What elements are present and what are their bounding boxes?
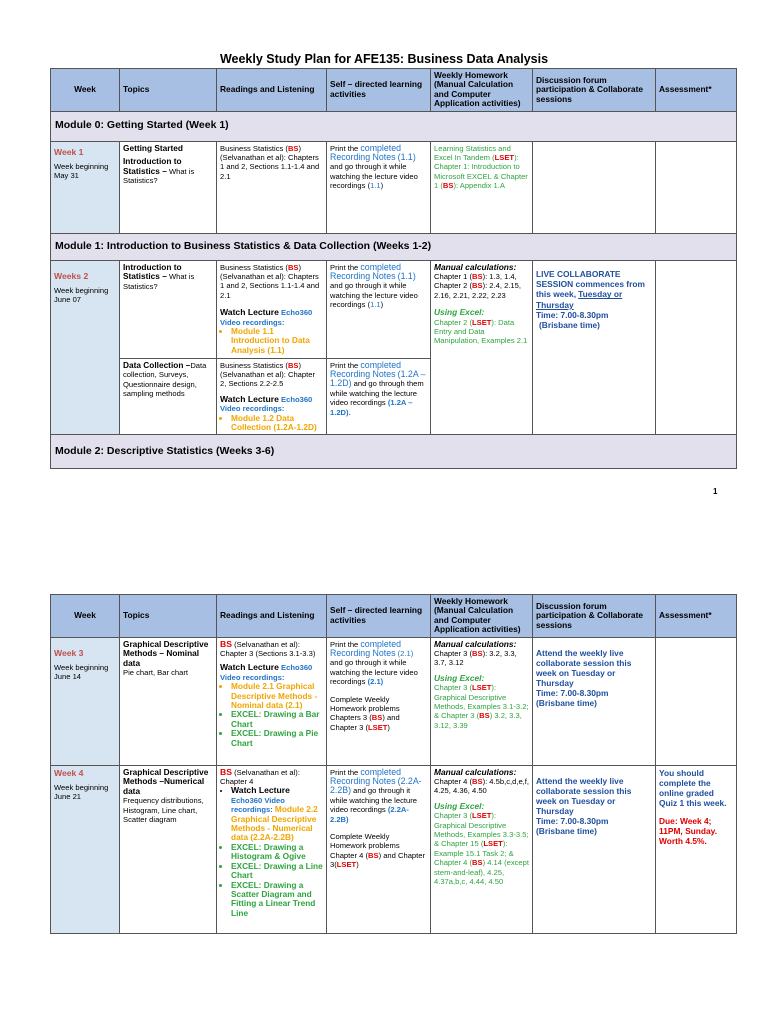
week-date: June 07 — [54, 295, 82, 305]
header-homework: Weekly Homework (Manual Calculation and Computer Application activities) — [431, 595, 533, 638]
bs-tag: BS — [287, 360, 299, 370]
quiz-note: You should complete the online graded Quiz 1 this week. — [659, 767, 727, 808]
session-timezone: (Brisbane time) — [536, 697, 597, 708]
self-text: Print the — [330, 262, 359, 272]
topics-cell — [120, 141, 217, 233]
module-1-2-link[interactable]: • Module 1.2 Data Collection (1.2A-1.2D) — [231, 414, 323, 433]
self-directed-cell — [327, 637, 431, 765]
bs-tag: BS — [287, 262, 299, 272]
header-topics: Topics — [120, 69, 217, 112]
session-time: Time: 7.00-8.30pm — [536, 687, 609, 698]
header-discussion: Discussion forum participation & Collaborate sessions — [533, 69, 656, 112]
assessment-cell — [656, 141, 737, 233]
self-text: ) and Chapter 3( — [330, 850, 425, 870]
bs-tag: BS — [472, 281, 483, 291]
recording-notes-number: (1.2A – 1.2D) — [330, 369, 426, 389]
week-date: May 31 — [54, 171, 79, 181]
homework-text: Chapter 4 ( — [434, 858, 472, 868]
week-cell — [51, 637, 120, 765]
homework-text: ): Chapter 1: Introduction to Microsoft EXCEL & Chapter 1 ( — [434, 153, 528, 191]
module-2-heading: Module 2: Descriptive Statistics (Weeks 3-6) — [51, 435, 737, 469]
bs-tag: BS — [442, 181, 454, 191]
homework-text: ): 2.4, 2.15, 2.16, 2.21, 2.22, 2.23 — [434, 281, 521, 300]
homework-text: Chapter 3 ( — [434, 683, 472, 693]
homework-text: ): 1.3, 1.4, — [482, 272, 517, 282]
self-text: ) — [380, 181, 384, 191]
reading-text: Business Statistics ( — [220, 360, 288, 370]
lset-tag: LSET — [472, 811, 492, 821]
page-number: 1 — [713, 487, 718, 496]
recording-number: (1.2A – 1.2D). — [330, 398, 413, 417]
discussion-cell — [533, 141, 656, 233]
week-date: June 14 — [54, 672, 82, 682]
session-timezone: (Brisbane time) — [539, 320, 600, 331]
week-beginning-label: Week beginning — [54, 161, 109, 171]
self-directed-cell — [327, 358, 431, 435]
bs-tag: BS — [371, 713, 383, 723]
homework-text: ): 3.2, 3.3, 3.7, 3.12 — [434, 649, 517, 668]
manual-calculations-label: Manual calculations: — [434, 261, 517, 272]
self-text: Complete Weekly Homework problems Chapter 4 ( — [330, 832, 400, 860]
watch-lecture-label: Watch Lecture — [220, 307, 279, 318]
lset-tag: LSET — [494, 153, 515, 163]
week-cell — [51, 260, 120, 435]
week-beginning-label: Week beginning — [54, 782, 109, 792]
self-text: Print the — [330, 360, 359, 370]
module-list — [220, 327, 323, 355]
module-1-heading: Module 1: Introduction to Business Statistics & Data Collection (Weeks 1-2) — [51, 233, 737, 260]
table-row — [51, 260, 737, 358]
reading-text: ) (Selvanathan et al): Chapters 1 and 2, Sections 1.1-1.4 and 2.1 — [220, 143, 320, 181]
bs-tag: BS — [472, 649, 483, 659]
lset-tag: LSET — [483, 839, 503, 849]
using-excel-label: Using Excel: — [434, 672, 485, 683]
homework-text: Chapter 3 ( — [434, 649, 472, 659]
week-label: Week 4 — [54, 767, 84, 778]
header-week: Week — [51, 69, 120, 112]
topic-title: Getting Started — [123, 142, 183, 153]
using-excel-label: Using Excel: — [434, 800, 485, 811]
collaborate-days: Tuesday or Thursday — [536, 289, 623, 310]
discussion-cell — [533, 260, 656, 435]
week-beginning-label: Week beginning — [54, 285, 109, 295]
table-row — [51, 141, 737, 233]
excel-pie-chart-link[interactable]: • EXCEL: Drawing a Pie Chart — [231, 729, 323, 748]
homework-text: ) 3.2, 3.3, 3.12, 3.39 — [434, 711, 522, 730]
readings-cell — [217, 260, 327, 358]
module-list — [220, 682, 323, 748]
lset-tag: LSET — [472, 317, 492, 327]
discussion-cell — [533, 637, 656, 765]
module-1-1-link[interactable]: • Module 1.1 Introduction to Data Analysis (1.1) — [231, 327, 323, 355]
self-text: Print the — [330, 767, 359, 777]
recording-notes-number: (1.1) — [397, 271, 416, 282]
header-readings: Readings and Listening — [217, 69, 327, 112]
excel-scatter-link[interactable]: • EXCEL: Drawing a Scatter Diagram and Fitting a Linear Trend Line — [231, 881, 323, 919]
self-text: ) — [387, 722, 390, 732]
assessment-cell — [656, 260, 737, 435]
homework-text: ): Graphical Descriptive Methods, Examples 3.3-3.5; & Chapter 15 ( — [434, 811, 529, 849]
week-beginning-label: Week beginning — [54, 662, 109, 672]
recording-number: 1.1 — [370, 181, 381, 191]
watch-lecture-label: Watch Lecture — [231, 785, 290, 796]
readings-cell — [217, 765, 327, 933]
excel-bar-chart-link[interactable]: • EXCEL: Drawing a Bar Chart — [231, 710, 323, 729]
self-text: Print the — [330, 639, 359, 649]
topics-cell — [120, 358, 217, 435]
header-readings: Readings and Listening — [217, 595, 327, 638]
readings-cell — [217, 358, 327, 435]
assessment-cell — [656, 765, 737, 933]
homework-cell — [431, 765, 533, 933]
lset-tag: LSET — [336, 860, 357, 870]
homework-text: Chapter 4 ( — [434, 777, 472, 787]
homework-text: ): Example 15.1 Task 2; & — [434, 839, 514, 858]
recording-notes-link: completed Recording Notes — [330, 261, 401, 282]
homework-text: Learning Statistics and Excel In Tandem ( — [434, 143, 511, 163]
recording-notes-link: completed Recording Notes — [330, 359, 401, 380]
week-label: Week 1 — [54, 146, 84, 157]
header-assessment: Assessment* — [656, 69, 737, 112]
header-week: Week — [51, 595, 120, 638]
homework-text: Chapter 1 ( — [434, 272, 472, 282]
echo360-link: Echo360 — [281, 394, 313, 404]
recording-notes-link: completed Recording Notes — [330, 638, 401, 659]
homework-cell — [431, 141, 533, 233]
homework-text: ): Data Entry and Data Manipulation, Examples 2.1 — [434, 317, 528, 346]
topic-subtitle: What is Statistics? — [123, 166, 195, 186]
topics-cell — [120, 260, 217, 358]
excel-line-chart-link[interactable]: • EXCEL: Drawing a Line Chart — [231, 862, 323, 881]
reading-text: (Selvanathan et al): Chapter 4 — [220, 767, 300, 787]
topic-subtitle: Data collection, Surveys, Questionnaire design, sampling methods — [123, 360, 207, 399]
quiz-due: Due: Week 4; 11PM, Sunday. Worth 4.5%. — [659, 815, 718, 846]
self-directed-cell — [327, 141, 431, 233]
self-text: and go through it while watching the lecture video recordings — [330, 658, 418, 687]
module-row — [51, 435, 737, 469]
reading-text: (Selvanathan et al): Chapter 3 (Sections 3.1-3.3) — [220, 639, 316, 659]
watch-lecture-label: Watch Lecture — [220, 662, 279, 673]
topics-cell — [120, 637, 217, 765]
lset-tag: LSET — [368, 722, 388, 732]
video-recordings-label: Video recordings: — [220, 317, 285, 327]
header-discussion: Discussion forum participation & Collaborate sessions — [533, 595, 656, 638]
header-assessment: Assessment* — [656, 595, 737, 638]
module-list — [220, 414, 323, 433]
bs-tag: BS — [472, 858, 483, 868]
bs-tag: BS — [472, 272, 483, 282]
topic-title: Introduction to Statistics – — [123, 261, 182, 282]
recording-notes-link: completed Recording Notes — [330, 142, 401, 163]
topics-cell — [120, 765, 217, 933]
recording-notes-number: (1.1) — [397, 152, 416, 163]
page-title: Weekly Study Plan for AFE135: Business Data Analysis — [219, 52, 549, 66]
self-text: Complete Weekly Homework problems Chapters 3 ( — [330, 694, 400, 723]
watch-lecture-item — [231, 786, 323, 842]
module-2-1-link[interactable]: • Module 2.1 Graphical Descriptive Methods - Nominal data (2.1) — [231, 682, 323, 710]
discussion-cell — [533, 765, 656, 933]
module-row — [51, 111, 737, 141]
module-row — [51, 233, 737, 260]
recording-notes-number: (2.2A-2.2B) — [330, 776, 422, 796]
homework-text: ): 4.5b,c,d,e,f, 4.25, 4.36, 4.50 — [434, 777, 529, 796]
topic-title: Introduction to Statistics – — [123, 156, 182, 176]
week-label: Week 3 — [54, 647, 84, 658]
week-date: June 21 — [54, 792, 82, 802]
recording-notes-link: completed Recording Notes — [330, 766, 401, 787]
bs-tag: BS — [479, 711, 490, 721]
homework-cell — [431, 637, 533, 765]
bs-tag: BS — [472, 777, 483, 787]
topic-subtitle: Frequency distributions, Histogram, Line chart, Scatter diagram — [123, 796, 204, 825]
recording-number: 1.1 — [370, 300, 381, 310]
readings-cell — [217, 637, 327, 765]
study-plan-table-page2 — [50, 594, 737, 934]
collaborate-session-text: Attend the weekly live collaborate session this week on Tuesday or Thursday — [536, 775, 632, 816]
echo360-link: Echo360 — [281, 663, 313, 673]
self-directed-cell — [327, 765, 431, 933]
using-excel-label: Using Excel: — [434, 307, 485, 318]
self-text: Print the — [330, 143, 359, 153]
reading-text: Business Statistics ( — [220, 143, 288, 153]
week-cell — [51, 765, 120, 933]
self-text: and go through it while watching the lecture video recordings — [330, 786, 417, 815]
topic-title: Graphical Descriptive Methods –Numerical data — [123, 766, 209, 796]
recording-number: (2.2A-2.2B) — [330, 805, 409, 824]
homework-text: Chapter 2 ( — [434, 281, 472, 291]
session-timezone: (Brisbane time) — [536, 825, 597, 836]
homework-cell — [431, 260, 533, 435]
reading-text: Business Statistics ( — [220, 262, 288, 272]
readings-cell — [217, 141, 327, 233]
self-text: and go through them while watching the lecture video recordings — [330, 379, 424, 408]
header-self-directed: Self – directed learning activities — [327, 69, 431, 112]
video-recordings-label: Video recordings: — [220, 404, 285, 414]
self-text: and go through it while watching the lecture video recordings ( — [330, 162, 418, 191]
module-0-heading: Module 0: Getting Started (Week 1) — [51, 111, 737, 141]
self-text: ) — [380, 300, 384, 310]
lset-tag: LSET — [472, 683, 492, 693]
week-label: Weeks 2 — [54, 270, 89, 281]
homework-text: Chapter 2 ( — [434, 317, 472, 327]
header-row — [51, 69, 737, 112]
self-text: ) — [356, 860, 359, 870]
bs-tag: BS — [220, 766, 232, 777]
manual-calculations-label: Manual calculations: — [434, 766, 517, 777]
topic-title: Graphical Descriptive Methods – Nominal data — [123, 638, 209, 668]
reading-text: ) (Selvanathan et al): Chapters 1 and 2, Sections 1.1-1.4 and 2.1 — [220, 262, 320, 300]
recording-notes-number: (2.1) — [397, 649, 414, 659]
header-row — [51, 595, 737, 638]
homework-text: ): Appendix 1.A — [453, 181, 505, 191]
session-time: Time: 7.00-8.30pm — [536, 310, 609, 321]
table-row — [51, 765, 737, 933]
watch-lecture-label: Watch Lecture — [220, 393, 279, 404]
header-homework: Weekly Homework (Manual Calculation and Computer Application activities) — [431, 69, 533, 112]
collaborate-session-text: Attend the weekly live collaborate session this week on Tuesday or Thursday — [536, 647, 632, 688]
bs-tag: BS — [368, 850, 379, 860]
topic-subtitle: Pie chart, Bar chart — [123, 668, 188, 678]
bs-tag: BS — [287, 143, 299, 153]
reading-text: ) (Selvanathan et al): Chapter 2, Sections 2.2-2.5 — [220, 360, 315, 389]
header-self-directed: Self – directed learning activities — [327, 595, 431, 638]
study-plan-table-page1 — [50, 68, 737, 469]
excel-histogram-link[interactable]: • EXCEL: Drawing a Histogram & Ogive — [231, 843, 323, 862]
module-list — [220, 786, 323, 918]
table-row — [51, 637, 737, 765]
homework-text: ): Graphical Descriptive Methods, Examples 3.1-3.2; & Chapter 3 ( — [434, 683, 529, 721]
self-text: and go through it while watching the lecture video recordings ( — [330, 281, 418, 310]
module-2-2-link[interactable]: Module 2.2 Graphical Descriptive Methods - Numerical data (2.2A-2.2B) — [231, 804, 318, 843]
homework-text: ) 4.14 (except stem-and-leaf), 4.25, 4.37a,b,c, 4.44, 4.50 — [434, 858, 529, 887]
topic-title: Data Collection – — [123, 359, 191, 370]
homework-text: Chapter 3 ( — [434, 811, 472, 821]
echo360-link: Echo360 — [281, 308, 313, 318]
self-text: ) and Chapter 3 ( — [330, 713, 400, 732]
manual-calculations-label: Manual calculations: — [434, 638, 517, 649]
self-directed-cell — [327, 260, 431, 358]
topic-subtitle: What is Statistics? — [123, 272, 195, 291]
recording-number: (2.1) — [367, 677, 384, 687]
assessment-cell — [656, 637, 737, 765]
echo360-link: Echo360 Video recordings: — [231, 795, 285, 815]
session-time: Time: 7.00-8.30pm — [536, 815, 609, 826]
header-topics: Topics — [120, 595, 217, 638]
video-recordings-label: Video recordings: — [220, 672, 285, 682]
week-cell — [51, 141, 120, 233]
collaborate-session-text: LIVE COLLABORATE SESSION commences from this week, — [536, 268, 645, 300]
bs-tag: BS — [220, 638, 232, 649]
